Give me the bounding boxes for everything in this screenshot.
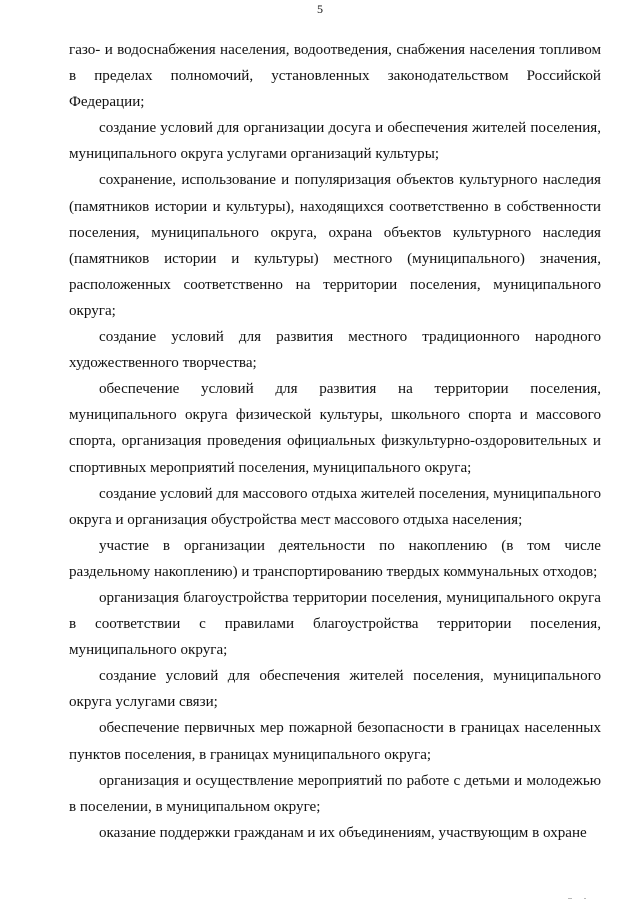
paragraph-1: газо- и водоснабжения населения, водоотведения, снабжения населения топливом в пределах полномочий, установленных законодательством Российской Федерации;	[69, 42, 601, 111]
paragraph-5: обеспечение условий для развития на территории поселения, муниципального округа физической культуры, школьного спорта и массового спорта, организация проведения официальных физкультурно-оздоровительных и спортивных мероприятий поселения, муниципального округа;	[69, 381, 601, 476]
document-body	[69, 37, 601, 846]
paragraph-10: обеспечение первичных мер пожарной безопасности в границах населенных пунктов поселения, в границах муниципального округа;	[69, 720, 601, 763]
paragraph-2: создание условий для организации досуга и обеспечения жителей поселения, муниципального округа услугами организаций культуры;	[69, 120, 601, 163]
paragraph-7: участие в организации деятельности по накоплению (в том числе раздельному накоплению) и транспортированию твердых коммунальных отходов;	[69, 537, 601, 580]
paragraph-8: организация благоустройства территории поселения, муниципального округа в соответствии с правилами благоустройства территории поселения, муниципального округа;	[69, 589, 601, 659]
scan-marks: .. .	[568, 892, 586, 901]
page-number: 5	[317, 2, 323, 16]
paragraph-11: организация и осуществление мероприятий по работе с детьми и молодежью в поселении, в муниципальном округе;	[69, 772, 601, 815]
paragraph-12: оказание поддержки гражданам и их объединениям, участвующим в охране	[99, 824, 587, 841]
paragraph-6: создание условий для массового отдыха жителей поселения, муниципального округа и организация обустройства мест массового отдыха населения;	[69, 485, 601, 528]
paragraph-9: создание условий для обеспечения жителей поселения, муниципального округа услугами связи;	[69, 668, 601, 711]
paragraph-3: сохранение, использование и популяризация объектов культурного наследия (памятников истории и культуры), находящихся соответственно в собственности поселения, муниципального округа, охрана объектов культурного наследия (памятников истории и культуры) местного (муниципального) значения, расположенных соответственно на территории поселения, муниципального округа;	[69, 172, 601, 319]
paragraph-4: создание условий для развития местного традиционного народного художественного творчества;	[69, 329, 601, 372]
